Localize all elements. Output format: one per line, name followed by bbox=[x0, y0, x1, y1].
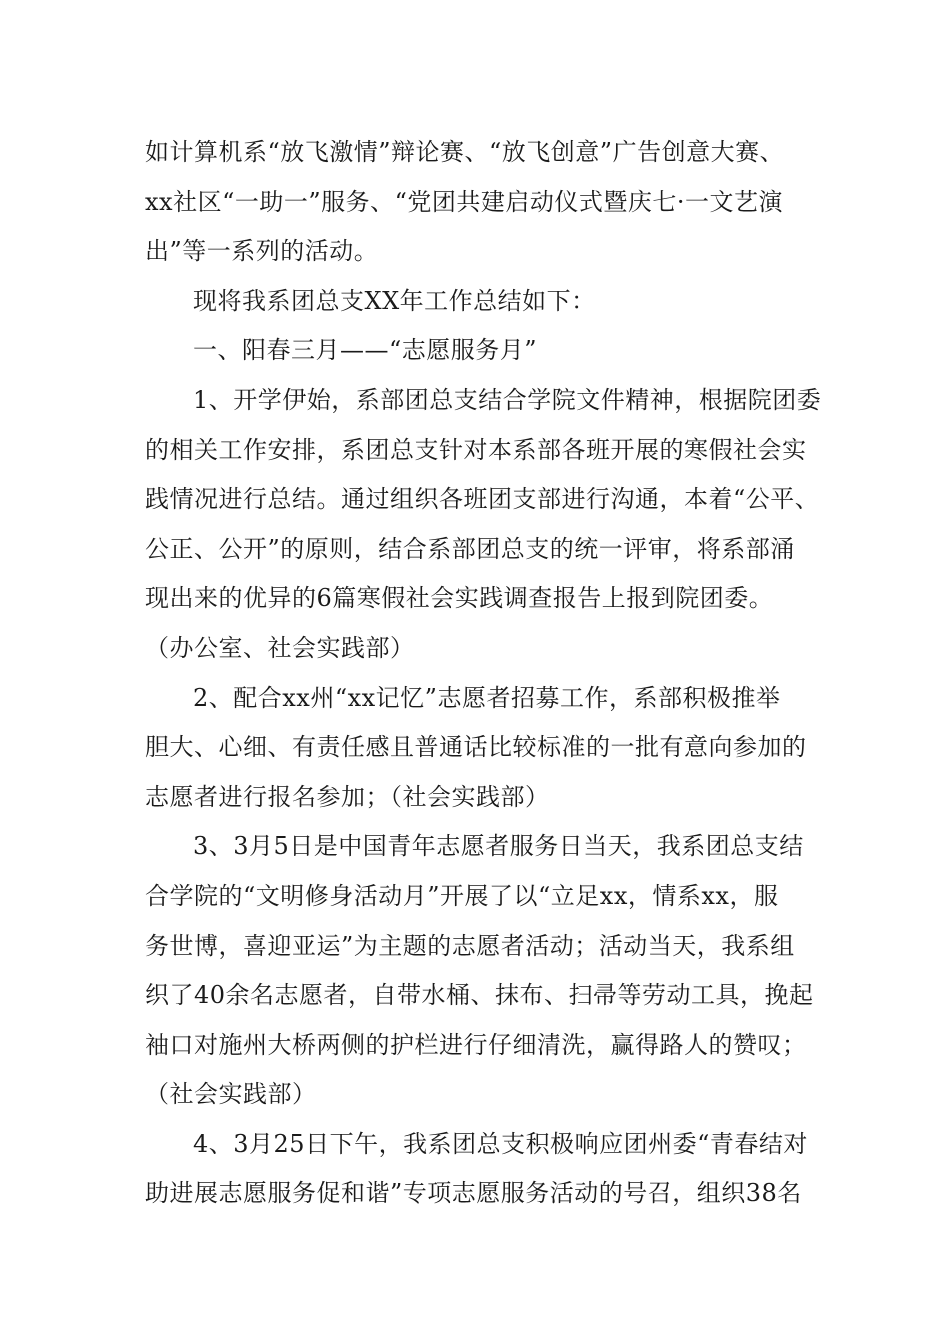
text-line: 合学院的“文明修身活动月”开展了以“立足xx，情系xx，服 bbox=[145, 881, 779, 910]
text-line: 务世博，喜迎亚运”为主题的志愿者活动；活动当天，我系组 bbox=[145, 931, 795, 960]
text-line: 志愿者进行报名参加；（社会实践部） bbox=[145, 782, 550, 811]
text-line: 如计算机系“放飞激情”辩论赛、“放飞创意”广告创意大赛、 bbox=[145, 138, 785, 166]
section-heading: 一、阳春三月——“志愿服务月” bbox=[193, 336, 538, 365]
text-line: 袖口对施州大桥两侧的护栏进行仔细清洗，赢得路人的赞叹； bbox=[145, 1030, 807, 1059]
text-line: 助进展志愿服务促和谐”专项志愿服务活动的号召，组织38名 bbox=[145, 1179, 802, 1208]
text-line: 现出来的优异的6篇寒假社会实践调查报告上报到院团委。 bbox=[145, 584, 774, 613]
text-line: 胆大、心细、有责任感且普通话比较标准的一批有意向参加的 bbox=[145, 733, 807, 762]
text-line: 公正、公开”的原则，结合系部团总支的统一评审，将系部涌 bbox=[145, 534, 795, 563]
text-line: 的相关工作安排，系团总支针对本系部各班开展的寒假社会实 bbox=[145, 435, 807, 464]
text-line: 践情况进行总结。通过组织各班团支部进行沟通，本着“公平、 bbox=[145, 485, 820, 514]
document-body bbox=[145, 128, 822, 1219]
text-line: xx社区“一助一”服务、“党团共建启动仪式暨庆七·一文艺演 bbox=[145, 187, 784, 216]
item-1-start: 1、开学伊始，系部团总支结合学院文件精神，根据院团委 bbox=[193, 385, 822, 414]
item-2-start: 2、配合xx州“xx记忆”志愿者招募工作，系部积极推举 bbox=[193, 683, 781, 712]
item-4-start: 4、3月25日下午，我系团总支积极响应团州委“青春结对 bbox=[193, 1129, 808, 1158]
text-line: （办公室、社会实践部） bbox=[145, 633, 415, 662]
item-3-start: 3、3月5日是中国青年志愿者服务日当天，我系团总支结 bbox=[193, 832, 804, 861]
text-line: （社会实践部） bbox=[145, 1080, 317, 1109]
text-line: 织了40余名志愿者，自带水桶、抹布、扫帚等劳动工具，挽起 bbox=[145, 981, 814, 1010]
paragraph-intro: 现将我系团总支XX年工作总结如下： bbox=[193, 286, 596, 315]
text-line: 出”等一系列的活动。 bbox=[145, 237, 379, 266]
